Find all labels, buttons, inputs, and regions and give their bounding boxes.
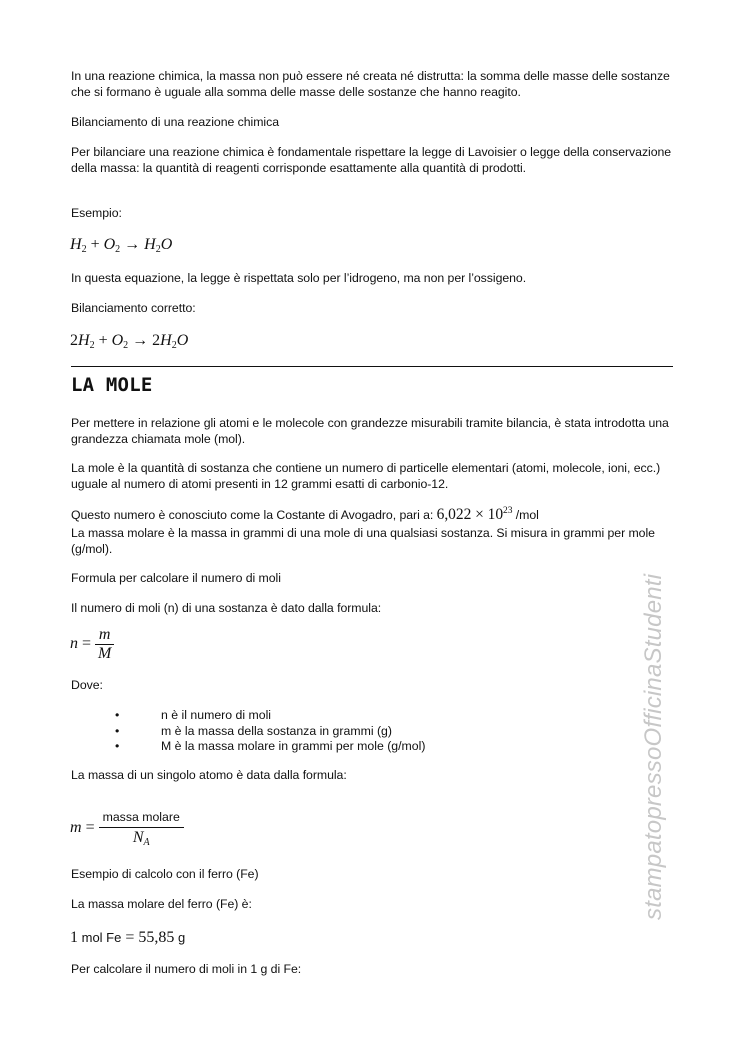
list-item: • n è il numero di moli	[115, 708, 272, 722]
list-item: • m è la massa della sostanza in grammi (g)	[115, 723, 392, 738]
paragraph-subtitle-balancing: Bilanciamento di una reazione chimica	[71, 115, 279, 129]
paragraph-moles-in-1g: Per calcolare il numero di moli in 1 g di Fe:	[71, 962, 302, 976]
paragraph-balancing-explanation: Per bilanciare una reazione chimica è fondamentale rispettare la legge di Lavoisier o legge della conservazione della massa: la quantità di reagenti corrisponde esattamente alla quantità di prodotti.	[71, 145, 672, 175]
paragraph-example-label: Esempio:	[71, 206, 122, 220]
paragraph-law-respected: In questa equazione, la legge è rispettata solo per l’idrogeno, ma non per l’ossigeno.	[71, 271, 527, 285]
equation-n-equals-m-over-M: n = $\frac{m}{M}$	[70, 626, 114, 663]
avogadro-text: Questo numero è conosciuto come la Costante di Avogadro, pari a:	[71, 508, 437, 522]
variables-list	[71, 708, 571, 755]
paragraph-atom-mass-intro: La massa di un singolo atomo è data dalla formula:	[71, 768, 347, 782]
paragraph-mole-intro: Per mettere in relazione gli atomi e le molecole con grandezze misurabili tramite bilancia, è stata introdotta una grandezza chiamata mole (mol).	[71, 416, 669, 446]
paragraph-iron-example-title: Esempio di calcolo con il ferro (Fe)	[71, 867, 259, 881]
bullet-icon: •	[115, 723, 120, 738]
section-heading-la-mole: LA MOLE	[71, 374, 153, 396]
equation-atom-mass: m = $\frac{\text{massa molare}}{N_A}$	[70, 810, 184, 847]
fraction-m-over-M: $\frac{m}{M}$	[95, 626, 114, 663]
equation-iron-molar-mass: 1 mol Fe = 55,85 g	[70, 929, 186, 946]
paragraph-formula-moles-title: Formula per calcolare il numero di moli	[71, 571, 281, 585]
list-item: • M è la massa molare in grammi per mole (g/mol)	[115, 739, 426, 753]
avogadro-unit: /mol	[512, 508, 539, 522]
paragraph-molar-mass: La massa molare è la massa in grammi di una mole di una qualsiasi sostanza. Si misura in grammi per mole (g/mol).	[71, 526, 655, 556]
fraction-molar-mass-over-na: $\frac{\text{massa molare}}{N_A}$	[99, 810, 184, 847]
paragraph-mole-definition: La mole è la quantità di sostanza che contiene un numero di particelle elementari (atomi, molecole, ioni, ecc.) uguale al numero di atomi presenti in 12 grammi esatti di carbonio-12.	[71, 461, 661, 491]
equation-balanced: $2H_2 + O_2 \to 2H_2O$	[70, 332, 189, 351]
paragraph-moles-formula-intro: Il numero di moli (n) di una sostanza è dato dalla formula:	[71, 601, 382, 615]
paragraph-where-label: Dove:	[71, 678, 103, 692]
paragraph-iron-molar-mass: La massa molare del ferro (Fe) è:	[71, 897, 252, 911]
section-divider	[71, 366, 673, 367]
paragraph-lavoisier-law: In una reazione chimica, la massa non può essere né creata né distrutta: la somma delle masse delle sostanze che si formano è uguale alla somma delle masse delle sostanze che hanno reagito.	[71, 69, 670, 99]
paragraph-avogadro	[71, 507, 676, 524]
print-watermark: stampatopressoOfficinaStudenti	[640, 573, 667, 920]
bullet-icon: •	[115, 708, 120, 722]
bullet-icon: •	[115, 739, 120, 753]
equation-unbalanced: $H_2 + O_2 \to H_2O$	[70, 236, 173, 255]
paragraph-correct-balancing-label: Bilanciamento corretto:	[71, 301, 196, 315]
avogadro-number: $6,022 \times 10^{23}$	[436, 506, 513, 523]
